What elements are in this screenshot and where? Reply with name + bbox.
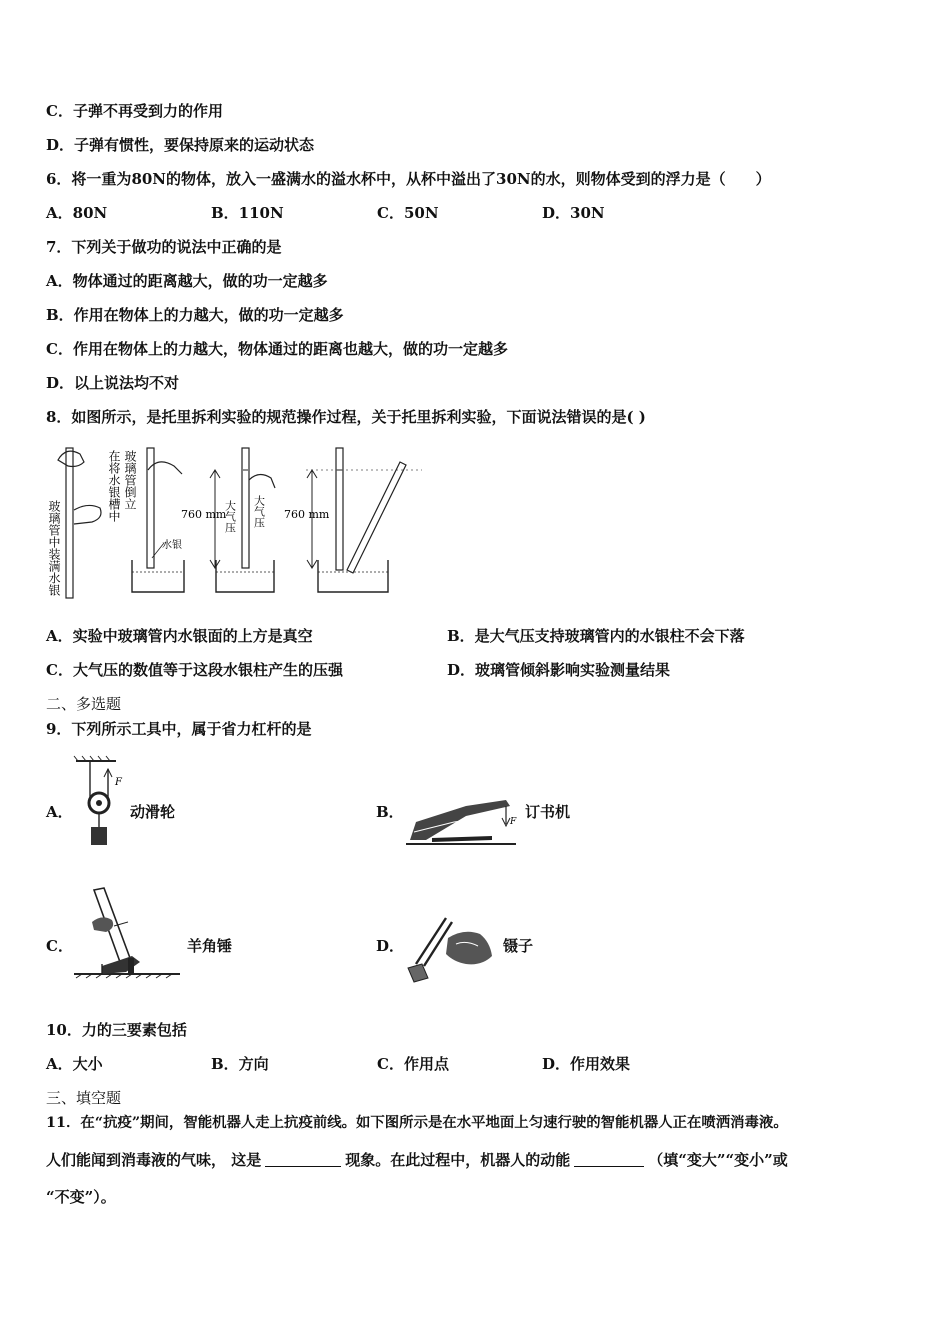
q10-option-c: C．作用点 [377,1055,449,1073]
label-atm-pressure-2: 大气压 [252,495,266,528]
hand-icon [446,932,492,965]
q9-option-c-letter: C． [46,937,73,955]
label-into-trough: 在将水银槽中 [107,450,121,522]
force-f-label: F [115,777,122,788]
force-f-label: F [510,817,517,827]
q9-option-d-name: 镊子 [503,937,534,955]
glass-tube-1 [66,448,73,598]
q6-option-c: C．50N [377,204,439,222]
q10-stem: 10．力的三要素包括 [46,1021,187,1039]
q9-option-b-name: 订书机 [525,803,571,821]
q9-option-b-letter: B． [376,803,404,821]
hand-icon [58,451,84,466]
stapler-figure [402,780,520,850]
q11-line-1: 11．在“抗疫”期间，智能机器人走上抗疫前线。如下图所示是在水平地面上匀速行驶的智能机器人正在喷洒消毒液。 [46,1114,788,1131]
q6-option-d: D．30N [542,204,605,222]
mercury-trough-3 [318,560,388,592]
section-heading-multi-choice: 二、多选题 [46,695,122,713]
movable-pulley-figure [72,755,132,855]
q6-option-a: A．80N [46,204,108,222]
q10-option-a: A．大小 [46,1055,103,1073]
q5-option-c: C．子弹不再受到力的作用 [46,102,223,120]
hand-icon [74,505,101,524]
q9-stem: 9．下列所示工具中，属于省力杠杆的是 [46,720,312,738]
mercury-trough-2 [216,560,274,592]
glass-tube-vertical [336,448,343,570]
q8-option-a: A．实验中玻璃管内水银面的上方是真空 [46,627,313,645]
section-heading-fill-blank: 三、填空题 [46,1089,122,1107]
mercury-trough-1 [132,560,184,592]
glass-tube-2 [147,448,154,568]
label-invert-tube: 玻璃管倒立 [123,450,137,510]
q10-option-d: D．作用效果 [542,1055,631,1073]
q6-option-b: B．110N [211,204,284,222]
glass-tube-tilted [347,462,406,573]
q11-blank-2[interactable] [574,1152,644,1167]
measure-760mm-1: 760 mm [181,508,227,521]
q11-line-3: “不变”）。 [46,1188,116,1206]
q9-option-d-letter: D． [376,937,405,955]
tweezers [416,918,452,966]
q7-option-c: C．作用在物体上的力越大，物体通过的距离也越大，做的功一定越多 [46,340,508,358]
q9-option-c-name: 羊角锤 [187,937,233,955]
q9-option-a-name: 动滑轮 [130,803,176,821]
q11-text-b: 现象。在此过程中，机器人的动能 [345,1151,571,1169]
stapler-body [410,800,510,840]
claw-hammer-figure [72,886,184,982]
label-mercury: 水银 [162,540,182,551]
q8-option-b: B．是大气压支持玻璃管内的水银柱不会下落 [447,627,745,645]
hand-icon [249,474,275,488]
q7-stem: 7．下列关于做功的说法中正确的是 [46,238,282,256]
q11-line-2 [46,1150,788,1170]
measure-760mm-2: 760 mm [284,508,330,521]
q6-stem: 6．将一重为80N的物体，放入一盛满水的溢水杯中，从杯中溢出了30N的水，则物体受到的浮力是（ ） [46,170,771,188]
glass-tube-3 [242,448,249,568]
q7-option-b: B．作用在物体上的力越大，做的功一定越多 [46,306,344,324]
torricelli-figure [44,440,434,610]
tweezers-figure [402,908,498,986]
hand-icon [148,462,182,474]
q11-text-c: （填“变大”“变小”或 [648,1151,788,1169]
q8-option-d: D．玻璃管倾斜影响实验测量结果 [447,661,671,679]
held-object [408,964,428,982]
q8-option-c: C．大气压的数值等于这段水银柱产生的压强 [46,661,343,679]
hammer-head [102,956,140,974]
q9-option-a-letter: A． [46,803,73,821]
q8-stem: 8．如图所示，是托里拆利实验的规范操作过程，关于托里拆利实验，下面说法错误的是( ) [46,408,646,426]
weight-block [91,827,107,845]
label-fill-tube: 玻璃管中装满水银 [47,500,61,596]
hand-icon [92,917,113,932]
q5-option-d: D．子弹有惯性，要保持原来的运动状态 [46,136,315,154]
q11-text-a: 人们能闻到消毒液的气味， 这是 [46,1151,262,1169]
q7-option-d: D．以上说法均不对 [46,374,180,392]
q7-option-a: A．物体通过的距离越大，做的功一定越多 [46,272,328,290]
q11-blank-1[interactable] [265,1152,341,1167]
label-atm-pressure-1: 大气压 [223,500,237,533]
q10-option-b: B．方向 [211,1055,269,1073]
